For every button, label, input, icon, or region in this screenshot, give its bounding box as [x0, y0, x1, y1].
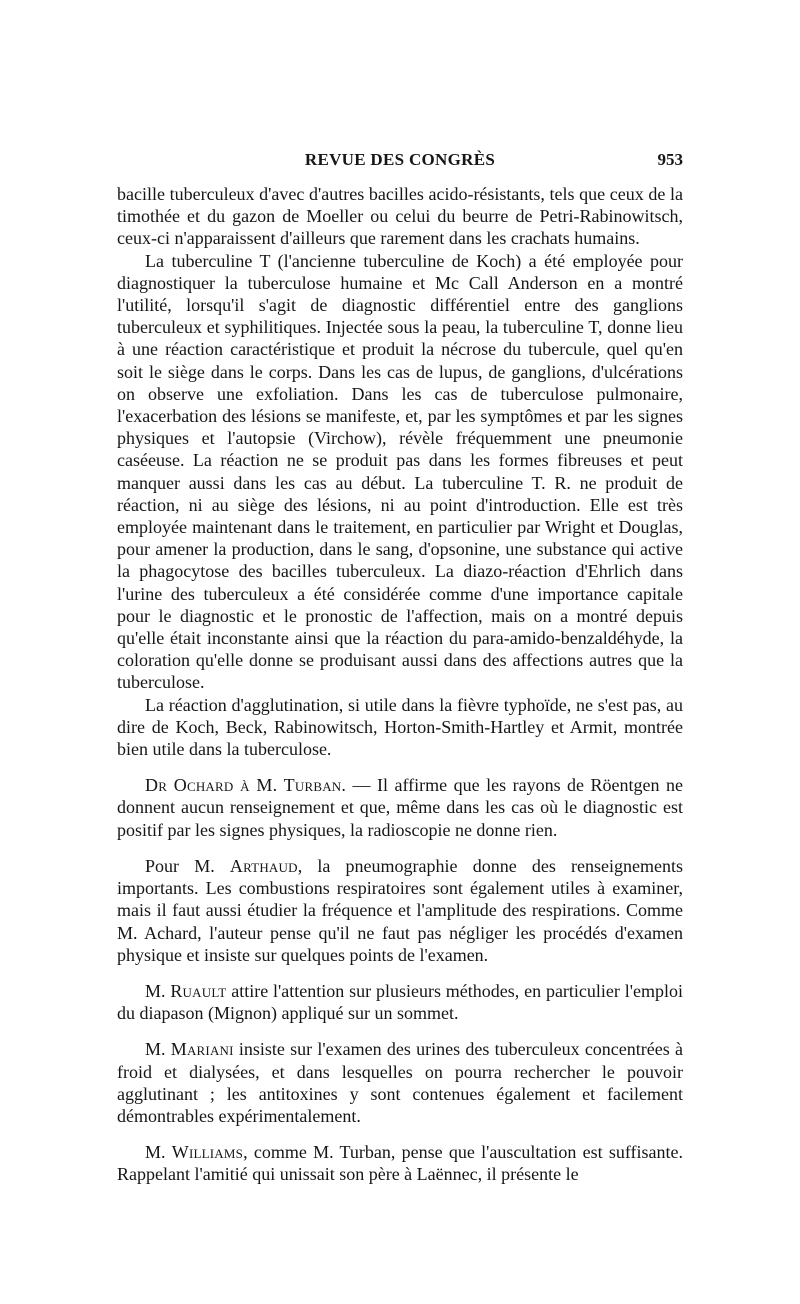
paragraph-text: , comme M. Turban, pense que l'auscultation est suffisante. Rappelant l'amitié qui unissait son père à Laënnec, il présente le: [117, 1142, 683, 1185]
paragraph-prefix: M.: [145, 980, 171, 1001]
paragraph-text: — Il affirme que les rayons de Röentgen ne donnent aucun renseignement et que, même dans les cas où le diagnostic est positif par les signes physiques, la radioscopie ne donne rien.: [117, 775, 683, 840]
speaker-name: Mariani: [170, 1039, 234, 1060]
speaker-name: Arthaud: [229, 855, 298, 876]
paragraph-ruault: [117, 980, 683, 1024]
paragraph-ochard: [117, 774, 683, 841]
page-number: 953: [657, 150, 683, 169]
paragraph-prefix: M.: [145, 1039, 171, 1060]
paragraph-prefix: Pour M.: [145, 855, 230, 876]
paragraph-agglutination: [117, 694, 683, 761]
speaker-name: Dr Ochard à M. Turban.: [145, 775, 347, 796]
paragraph-prefix: M.: [145, 1142, 172, 1163]
paragraph-mariani: [117, 1038, 683, 1127]
paragraph-text: La réaction d'agglutination, si utile dans la fièvre typhoïde, ne s'est pas, au dire de Koch, Beck, Rabinowitsch, Horton-Smith-Hartley et Armit, montrée bien utile dans la tuberculose.: [117, 694, 683, 760]
speaker-name: Ruault: [170, 980, 227, 1001]
body-text: [117, 183, 683, 1186]
paragraph-arthaud: [117, 855, 683, 966]
paragraph-text: bacille tuberculeux d'avec d'autres bacilles acido-résistants, tels que ceux de la timothée et du gazon de Moeller ou celui du beurre de Petri-Rabinowitsch, ceux-ci n'apparaissent d'ailleurs que rarement dans les crachats humains.: [117, 184, 683, 249]
page-header: [117, 150, 683, 176]
speaker-name: Williams: [171, 1142, 244, 1163]
paragraph-williams: [117, 1141, 683, 1185]
paragraph-text: attire l'attention sur plusieurs méthodes, en particulier l'emploi du diapason (Mignon) appliqué sur un sommet.: [117, 980, 683, 1024]
paragraph-tuberculine: [117, 250, 683, 694]
paragraph-text: La tuberculine T (l'ancienne tuberculine de Koch) a été employée pour diagnostiquer la tuberculose humaine et Mc Call Anderson en a montré l'utilité, lorsqu'il s'agit de diagnostic différentiel entre des ganglions tuberculeux et syphilitiques. Injectée sous la peau, la tuberculine T, donne lieu à une réaction caractéristique et produit la nécrose du tubercule, quel qu'en soit le siège dans le corps. Dans les cas de lupus, de ganglions, d'ulcérations on observe une exfoliation. Dans les cas de tuberculose pulmonaire, l'exacerbation des lésions se manifeste, et, par les symptômes et par les signes physiques et l'autopsie (Virchow), révèle fréquemment une pneumonie caséeuse. La réaction ne se produit pas dans les formes fibreuses et peut manquer aussi dans les cas au début. La tuberculine T. R. ne produit de réaction, ni au siège des lésions, ni au point d'introduction. Elle est très employée maintenant dans le traitement, en particulier par Wright et Douglas, pour amener la production, dans le sang, d'opsonine, une substance qui active la phagocytose des bacilles tuberculeux. La diazo-réaction d'Ehrlich dans l'urine des tuberculeux a été considérée comme d'une importance capitale pour le diagnostic et le pronostic de l'affection, mais on a montré depuis qu'elle était inconstante ainsi que la réaction du para-amido-benzaldéhyde, la coloration qu'elle donne se produisant aussi dans des affections autres que la tuberculose.: [117, 250, 683, 693]
paragraph-continuation: [117, 183, 683, 250]
running-title: REVUE DES CONGRÈS: [304, 150, 496, 169]
paragraph-text: insiste sur l'examen des urines des tuberculeux concentrées à froid et dialysées, et dans lesquelles on pourra rechercher le pouvoir agglutinant ; les antitoxines y sont contenues également et facilement démontrables expérimentalement.: [117, 1039, 683, 1126]
paragraph-text: , la pneumographie donne des renseignements importants. Les combustions respiratoires sont également utiles à examiner, mais il faut aussi étudier la fréquence et l'amplitude des respirations. Comme M. Achard, l'auteur pense qu'il ne faut pas négliger les procédés d'examen physique et insiste sur quelques points de l'examen.: [117, 855, 684, 965]
